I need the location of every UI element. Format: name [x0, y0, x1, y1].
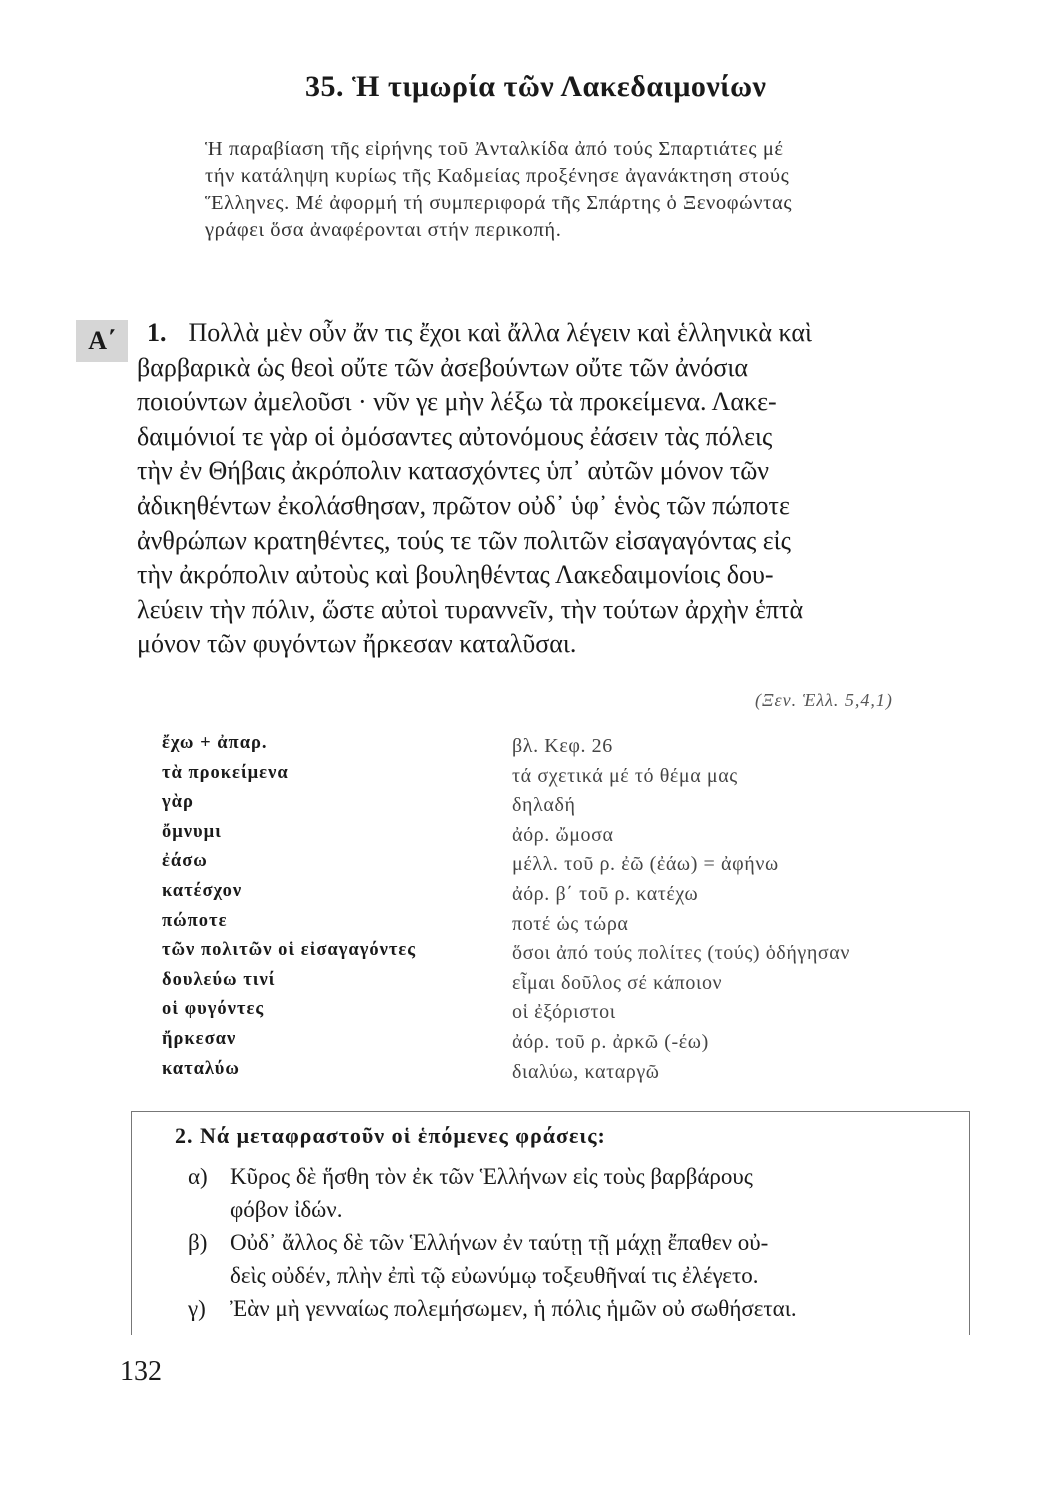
vocab-term: τῶν πολιτῶν οἱ εἰσαγαγόντες	[162, 940, 417, 961]
vocabulary-list	[162, 733, 982, 1088]
passage-line: τὴν ἐν Θήβαις ἀκρόπολιν κατασχόντες ὑπ᾽ αὐτῶν μόνον τῶν	[137, 456, 770, 486]
passage-number: 1.	[147, 318, 167, 347]
passage-line: ἀδικηθέντων ἐκολάσθησαν, πρῶτον οὐδ᾽ ὑφ᾽ ἑνὸς τῶν πώποτε	[137, 490, 790, 520]
exercise-label: γ)	[188, 1296, 206, 1321]
vocab-row	[162, 970, 982, 1000]
vocab-term: ἔχω + ἀπαρ.	[162, 733, 268, 753]
vocab-row	[162, 911, 982, 941]
vocab-term: πώποτε	[162, 910, 228, 931]
vocab-term: οἱ φυγόντες	[162, 999, 265, 1020]
vocab-term: ἤρκεσαν	[162, 1028, 237, 1049]
vocab-gloss: ποτέ ὡς τώρα	[512, 912, 629, 935]
page-number: 132	[120, 1356, 162, 1387]
exercise-label: β)	[188, 1230, 208, 1255]
vocab-row	[162, 733, 982, 763]
vocab-gloss: ἀόρ. τοῦ ρ. ἀρκῶ (-έω)	[512, 1030, 709, 1053]
intro-line: γράφει ὅσα ἀναφέρονται στήν περικοπή.	[205, 219, 562, 241]
exercise-list	[188, 1160, 968, 1325]
section-marker: Α΄	[76, 320, 128, 362]
vocab-gloss: μέλλ. τοῦ ρ. ἐῶ (ἐάω) = ἀφήνω	[512, 853, 779, 876]
exercise-line: Οὐδ᾽ ἄλλος δὲ τῶν Ἑλλήνων ἐν ταύτῃ τῇ μάχῃ ἔπαθεν οὐ-	[230, 1230, 769, 1255]
exercise-title: 2. Νά μεταφραστοῦν οἱ ἑπόμενες φράσεις:	[175, 1123, 606, 1148]
vocab-row	[162, 792, 982, 822]
vocab-gloss: οἱ ἐξόριστοι	[512, 1001, 616, 1024]
passage-line: ποιούντων ἀμελοῦσι · νῦν γε μὴν λέξω τὰ προκείμενα. Λακε-	[137, 387, 777, 417]
vocab-gloss: εἶμαι δοῦλος σέ κάποιον	[512, 971, 723, 994]
greek-passage	[137, 316, 997, 662]
vocab-gloss: ἀόρ. β΄ τοῦ ρ. κατέχω	[512, 882, 699, 905]
vocab-gloss: δηλαδή	[512, 794, 576, 817]
vocab-row	[162, 940, 982, 970]
exercise-line: φόβον ἰδών.	[230, 1197, 343, 1222]
intro-line: τήν κατάληψη κυρίως τῆς Καδμείας προξένησε ἀγανάκτηση στούς	[205, 165, 790, 187]
passage-line: βαρβαρικὰ ὡς θεοὶ οὔτε τῶν ἀσεβούντων οὔτε τῶν ἀνόσια	[137, 352, 748, 382]
source-citation: (Ξεν. Ἑλλ. 5,4,1)	[755, 690, 893, 710]
vocab-gloss: βλ. Κεφ. 26	[512, 735, 613, 757]
passage-line: δαιμόνιοί τε γὰρ οἱ ὀμόσαντες αὐτονόμους ἐάσειν τὰς πόλεις	[137, 421, 773, 451]
intro-line: Ἡ παραβίαση τῆς εἰρήνης τοῦ Ἀνταλκίδα ἀπό τούς Σπαρτιάτες μέ	[205, 138, 784, 160]
vocab-row	[162, 1059, 982, 1089]
exercise-item	[188, 1226, 968, 1292]
exercise-line: Ἐὰν μὴ γενναίως πολεμήσωμεν, ἡ πόλις ἡμῶν οὐ σωθήσεται.	[230, 1296, 797, 1321]
vocab-term: ὄμνυμι	[162, 821, 222, 842]
vocab-term: ἐάσω	[162, 851, 208, 872]
exercise-item	[188, 1160, 968, 1226]
passage-line: ἀνθρώπων κρατηθέντες, τούς τε τῶν πολιτῶν εἰσαγαγόντας εἰς	[137, 525, 791, 555]
passage-line-text: Πολλὰ μὲν οὖν ἄν τις ἔχοι καὶ ἄλλα λέγειν καὶ ἑλληνικὰ καὶ	[188, 318, 812, 347]
vocab-term: δουλεύω τινί	[162, 969, 276, 990]
exercise-line: Κῦρος δὲ ἥσθη τὸν ἐκ τῶν Ἑλλήνων εἰς τοὺς βαρβάρους	[230, 1164, 753, 1189]
chapter-title: 35. Ἡ τιμωρία τῶν Λακεδαιμονίων	[305, 70, 767, 103]
exercise-line: δεὶς οὐδέν, πλὴν ἐπὶ τῷ εὐωνύμῳ τοξευθῆναί τις ἐλέγετο.	[230, 1263, 759, 1288]
vocab-term: τὰ προκείμενα	[162, 762, 289, 783]
vocab-gloss: διαλύω, καταργῶ	[512, 1060, 660, 1083]
vocab-gloss: ἀόρ. ὤμοσα	[512, 823, 614, 846]
passage-line	[137, 316, 997, 351]
vocab-term: κατέσχον	[162, 880, 243, 901]
vocab-gloss: ὅσοι ἀπό τούς πολίτες (τούς) ὁδήγησαν	[512, 942, 850, 965]
vocab-row	[162, 763, 982, 793]
exercise-label: α)	[188, 1164, 208, 1189]
vocab-term: καταλύω	[162, 1058, 240, 1079]
passage-line: μόνον τῶν φυγόντων ἤρκεσαν καταλῦσαι.	[137, 629, 577, 659]
vocab-gloss: τά σχετικά μέ τό θέμα μας	[512, 764, 738, 787]
vocab-term: γὰρ	[162, 792, 194, 813]
exercise-item	[188, 1292, 968, 1325]
intro-paragraph	[205, 136, 965, 244]
vocab-row	[162, 999, 982, 1029]
vocab-row	[162, 881, 982, 911]
vocab-row	[162, 1029, 982, 1059]
passage-line: λεύειν τὴν πόλιν, ὥστε αὐτοὶ τυραννεῖν, τὴν τούτων ἀρχὴν ἑπτὰ	[137, 594, 804, 624]
vocab-row	[162, 851, 982, 881]
intro-line: Ἕλληνες. Μέ ἀφορμή τή συμπεριφορά τῆς Σπάρτης ὁ Ξενοφώντας	[205, 192, 793, 214]
vocab-row	[162, 822, 982, 852]
passage-line: τὴν ἀκρόπολιν αὐτοὺς καὶ βουληθέντας Λακεδαιμονίοις δου-	[137, 560, 774, 590]
